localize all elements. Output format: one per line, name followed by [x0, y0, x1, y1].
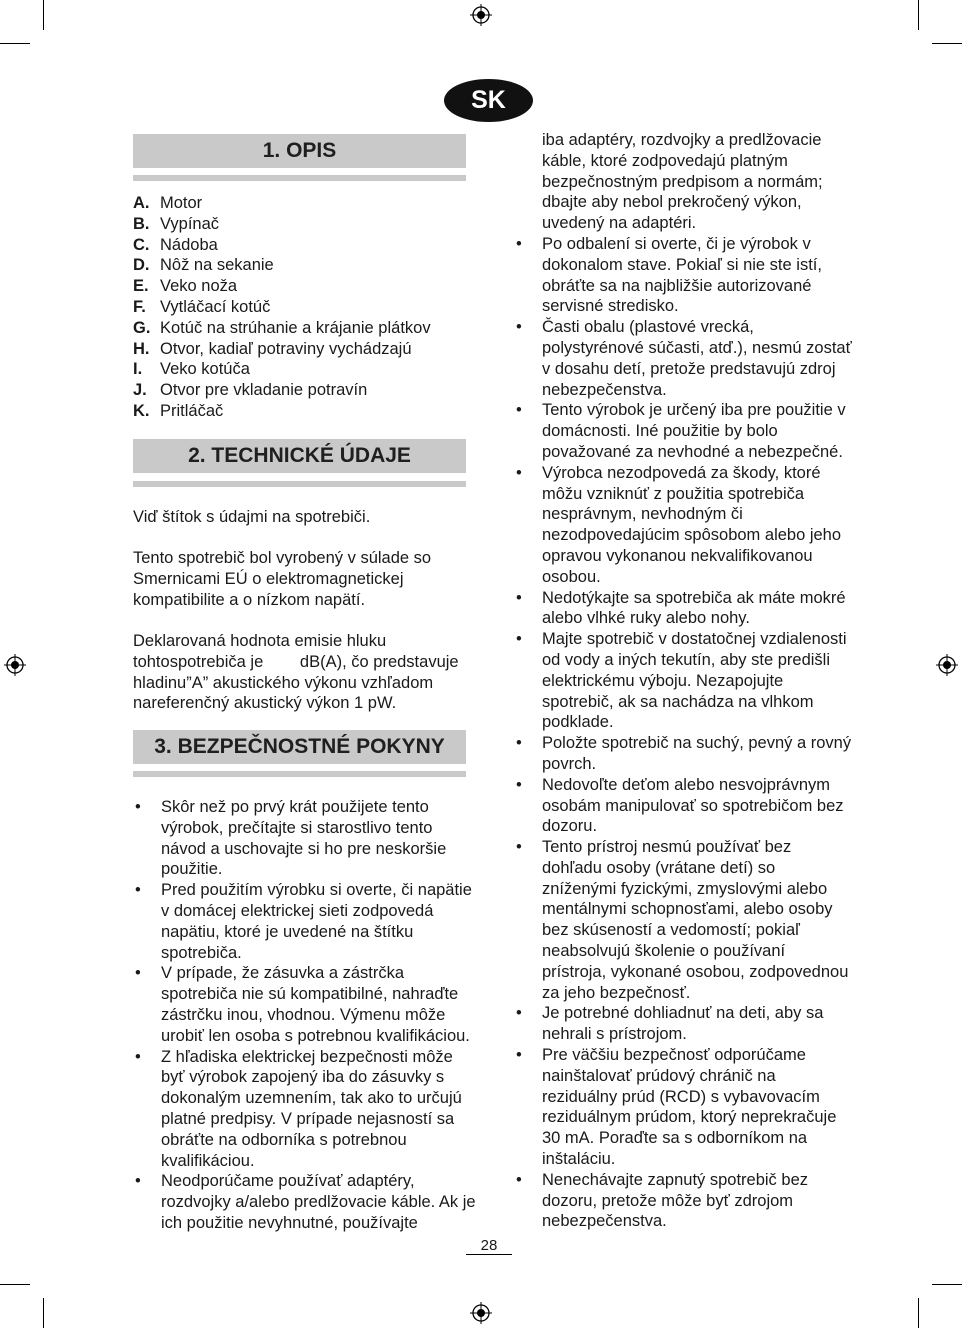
parts-list-item [133, 318, 473, 339]
safety-bullet: • Výrobca nezodpovedá za škody, ktoré môžu vzniknúť z použitia spotrebiča nesprávnym, nevhodným či nezodpovedajúcim spôsobom alebo jeho opravou vykonanou nekvalifikovanou osobou. [514, 463, 852, 588]
part-name: Pritláčač [160, 401, 224, 420]
parts-list-item [133, 380, 473, 401]
safety-bullet-continuation: iba adaptéry, rozdvojky a predlžovacie káble, ktoré zodpovedajú platným bezpečnostným predpisom a normám; dbajte aby nebol prekročený výkon, uvedený na adaptéri. [542, 131, 823, 233]
safety-bullet: • Nenechávajte zapnutý spotrebič bez dozoru, pretože môže byť zdrojom nebezpečenstva. [514, 1170, 852, 1232]
safety-bullet: • V prípade, že zásuvka a zástrčka spotrebiča nie sú kompatibilné, nahraďte zástrčku inou, vhodnou. Výmenu môže urobiť len osoba s potrebnou kvalifikáciou. [133, 963, 479, 1046]
part-letter: A. [133, 194, 150, 212]
crop-mark [932, 1284, 962, 1285]
crop-mark [918, 1298, 919, 1328]
section-2-title: 2. TECHNICKÉ ÚDAJE [133, 439, 466, 473]
part-name: Nádoba [160, 235, 218, 254]
part-name: Vypínač [160, 214, 220, 233]
crop-mark [0, 1284, 30, 1285]
registration-mark-icon [470, 1302, 492, 1324]
language-badge: SK [444, 79, 533, 122]
safety-bullet: • Pred použitím výrobku si overte, či napätie v domácej elektrickej sieti zodpovedá napätiu, ktoré je uvedené na štítku spotrebiča. [133, 880, 479, 963]
parts-list-item [133, 255, 473, 276]
safety-bullet: • Neodporúčame používať adaptéry, rozdvojky a/alebo predlžovacie káble. Ak je ich použitie nevyhnutné, používajte [133, 1171, 479, 1233]
safety-list-left [133, 797, 479, 1234]
parts-list-item [133, 276, 473, 297]
registration-mark-icon [4, 654, 26, 676]
safety-bullet: • Nedotýkajte sa spotrebiča ak máte mokré alebo vlhké ruky alebo nohy. [514, 588, 852, 630]
section-2-rule [133, 481, 466, 487]
noise-emission-paragraph: Deklarovaná hodnota emisie hluku tohtospotrebiča je dB(A), čo predstavuje hladinu”A” akustického výkonu vzhľadom nareferenčný akustický výkon 1 pW. [133, 632, 464, 713]
part-letter: I. [133, 360, 143, 379]
safety-list-right [514, 130, 852, 1232]
page-number: 28 [480, 1237, 498, 1254]
rating-label-note: Viď štítok s údajmi na spotrebiči. [133, 508, 371, 526]
part-letter: J. [133, 381, 147, 400]
registration-mark-icon [470, 4, 492, 26]
parts-list-item [133, 401, 473, 422]
part-name: Otvor, kadiaľ potraviny vychádzajú [160, 339, 412, 358]
part-name: Nôž na sekanie [160, 256, 274, 275]
section-1-title: 1. OPIS [133, 134, 466, 168]
part-letter: H. [133, 339, 150, 358]
parts-list-item [133, 339, 473, 360]
section-3-rule [133, 771, 466, 777]
part-name: Vytláčací kotúč [160, 297, 271, 316]
safety-bullet: • Nedovoľte deťom alebo nesvojprávnym osobám manipulovať so spotrebičom bez dozoru. [514, 775, 852, 837]
parts-list-item [133, 193, 473, 214]
safety-bullet: • Tento prístroj nesmú používať bez dohľadu osoby (vrátane detí) so zníženými fyzickými, zmyslovými alebo mentálnymi schopnosťami, alebo osoby bez skúseností a vedomostí; pokiaľ neabsolvujú školenie o používaní prístroja, vykonané osobou, zodpovednou za jeho bezpečnosť. [514, 837, 852, 1003]
safety-bullet: • Majte spotrebič v dostatočnej vzdialenosti od vody a iných tekutín, aby ste predišli elektrickému výboju. Nezapojujte spotrebič, ak sa nachádza na vlhkom podklade. [514, 629, 852, 733]
parts-list-item [133, 297, 473, 318]
part-letter: B. [133, 214, 150, 233]
crop-mark [43, 1298, 44, 1328]
parts-list-item [133, 235, 473, 256]
safety-bullet: • Po odbalení si overte, či je výrobok v dokonalom stave. Pokiaľ si nie ste istí, obráťte sa na najbližšie autorizované servisné stredisko. [514, 234, 852, 317]
part-letter: E. [133, 277, 149, 296]
parts-list-item [133, 214, 473, 235]
safety-bullet: • Časti obalu (plastové vrecká, polystyrénové súčasti, atď.), nesmú zostať v dosahu detí, pretože predstavujú zdroj nebezpečenstva. [514, 317, 852, 400]
crop-mark [918, 0, 919, 30]
compliance-paragraph: Tento spotrebič bol vyrobený v súlade so Smernicami EÚ o elektromagnetickej kompatibilite a o nízkom napätí. [133, 549, 432, 609]
part-name: Veko noža [160, 277, 238, 296]
part-name: Veko kotúča [160, 360, 250, 379]
safety-bullet: • Skôr než po prvý krát použijete tento výrobok, prečítajte si starostlivo tento návod a uschovajte si ho pre neskoršie použitie. [133, 797, 479, 880]
part-letter: D. [133, 256, 150, 275]
part-name: Otvor pre vkladanie potravín [160, 381, 368, 400]
section-1-rule [133, 175, 466, 181]
safety-bullet: • Z hľadiska elektrickej bezpečnosti môže byť výrobok zapojený iba do zásuvky s dokonalým uzemnením, tak ako to určujú platné predpisy. V prípade nejasností sa obráťte na odborníka s potrebnou kvalifikáciou. [133, 1047, 479, 1172]
section-3-title: 3. BEZPEČNOSTNÉ POKYNY [133, 730, 466, 764]
safety-bullet: • Je potrebné dohliadnuť na deti, aby sa nehrali s prístrojom. [514, 1003, 852, 1045]
part-letter: C. [133, 235, 150, 254]
crop-mark [0, 43, 30, 44]
part-letter: F. [133, 297, 146, 316]
crop-mark [43, 0, 44, 30]
crop-mark [932, 43, 962, 44]
registration-mark-icon [936, 654, 958, 676]
part-letter: G. [133, 318, 151, 337]
safety-bullet: • Pre väčšiu bezpečnosť odporúčame nainštalovať prúdový chránič na reziduálny prúd (RCD) s vybavovacím reziduálnym prúdom, ktorý neprekračuje 30 mA. Poraďte sa s odborníkom na inštaláciu. [514, 1045, 852, 1170]
safety-bullet: • Tento výrobok je určený iba pre použitie v domácnosti. Iné použitie by bolo považované za nevhodné a nebezpečné. [514, 400, 852, 462]
parts-list-item [133, 359, 473, 380]
part-name: Kotúč na strúhanie a krájanie plátkov [160, 318, 431, 337]
part-letter: K. [133, 401, 150, 420]
page-number-underline [466, 1254, 512, 1255]
parts-list [133, 193, 473, 422]
part-name: Motor [160, 194, 203, 212]
safety-bullet: • Položte spotrebič na suchý, pevný a rovný povrch. [514, 733, 852, 775]
